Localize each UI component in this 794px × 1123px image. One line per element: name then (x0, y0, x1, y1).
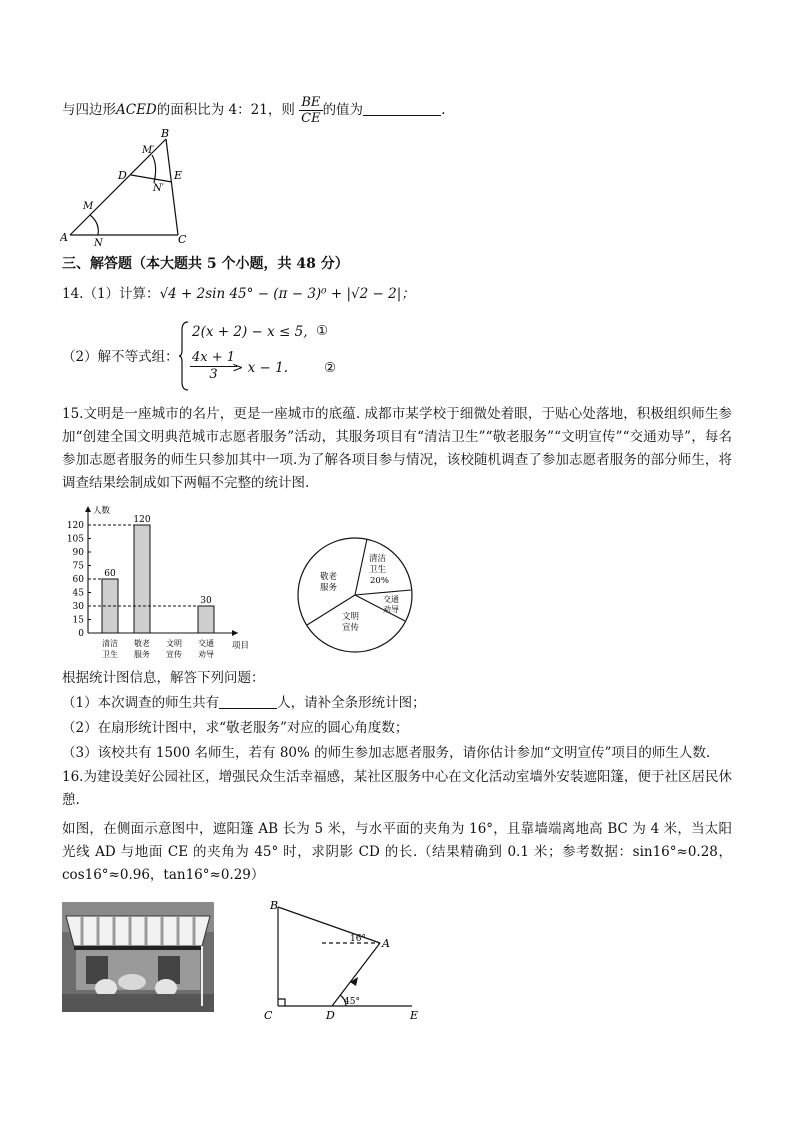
pie-clean-1: 清洁 (369, 554, 387, 564)
label-a: A (60, 231, 68, 244)
fig2-label-c: C (264, 1009, 273, 1022)
q14-part1 (62, 284, 415, 304)
label-m: M (83, 201, 94, 212)
bar-chart (60, 503, 250, 663)
pie-clean-percent: 20% (370, 576, 389, 586)
awning-diagram (262, 895, 432, 1025)
label-n1: N′ (153, 183, 165, 194)
pie-elder-2: 服务 (320, 583, 338, 593)
triangle-figure (60, 125, 200, 247)
pie-traffic-2: 劝导 (383, 605, 399, 614)
y-tick-label: 0 (78, 629, 84, 639)
q15-lead: 根据统计图信息，解答下列问题： (62, 670, 265, 686)
q13-text: 与四边形 (62, 102, 116, 118)
pie-traffic-1: 交通 (383, 595, 399, 604)
q15-sub1: （1）本次调查的师生共有 人，请补全条形统计图； (62, 695, 426, 711)
inequality-1: 2(x + 2) − x ≤ 5, (192, 324, 308, 340)
side-bc (166, 139, 178, 235)
y-tick-label: 45 (72, 588, 84, 599)
frac-bottom: CE (301, 111, 321, 126)
label-d: D (118, 169, 127, 182)
q13-after: 的值为 (322, 102, 364, 118)
section-heading: 三、解答题（本大题共 5 个小题，共 48 分） (62, 256, 349, 272)
y-tick-label: 30 (72, 602, 84, 612)
x-axis-arrow (232, 630, 238, 636)
q14-p2-label: （2）解不等式组： (62, 349, 179, 365)
q15-sub2: （2）在扇形统计图中，求“敬老服务”对应的圆心角度数； (62, 720, 409, 736)
pie-elder-1: 敬老 (320, 572, 338, 582)
q13-fraction (299, 95, 322, 126)
y-tick-label: 60 (72, 575, 84, 585)
y-tick-label: 105 (66, 534, 84, 545)
x-tick-label: 宣传 (166, 650, 182, 659)
x-tick-label: 服务 (134, 650, 150, 659)
fig2-label-a: A (382, 937, 390, 950)
pie-civil-1: 文明 (342, 612, 360, 622)
x-tick-label: 文明 (166, 639, 182, 648)
y-tick-label: 15 (72, 615, 84, 626)
q14-p1-expr: √4 + 2sin 45° − (π − 3)⁰ + |√2 − 2|； (159, 286, 415, 302)
inequality-2-rest: > x − 1. (232, 360, 288, 376)
segment-de (131, 175, 172, 182)
label-b: B (161, 127, 170, 140)
fig2-angle-45: 45° (344, 997, 360, 1007)
frac-top: BE (299, 95, 322, 111)
bar-value-label: 120 (133, 515, 151, 525)
q15-answer-blank[interactable] (219, 694, 277, 709)
q16-body: 如图，在侧面示意图中，遮阳篷 AB 长为 5 米，与水平面的夹角为 16°，且靠墙端离地高 BC 为 4 米，当太阳光线 AD 与地面 CE 的夹角为 45° 时，求阴影 CD 的长.（结果精确到 0.1 米；参考数据：sin16°≈0.28，cos16°≈0.96，tan16°≈0.29） (62, 821, 732, 883)
ineq2-den: 3 (209, 367, 218, 382)
fig2-label-b: B (270, 899, 279, 912)
x-axis-label: 项目 (232, 641, 250, 651)
q14-p1-label: 14.（1）计算： (62, 286, 160, 302)
label-e: E (174, 169, 183, 182)
fig2-label-d: D (326, 1009, 335, 1022)
fig2-label-e: E (410, 1009, 419, 1022)
mark-1: ① (316, 323, 329, 339)
y-axis-arrow (85, 506, 91, 512)
label-m1: M′ (142, 145, 155, 156)
q15-sub3: （3）该校共有 1500 名师生，若有 80% 的师生参加志愿者服务，请你估计参加“文明宣传”项目的师生人数. (62, 745, 711, 761)
y-tick-label: 75 (72, 561, 84, 572)
bar (134, 525, 150, 633)
q15-intro: 15.文明是一座城市的名片，更是一座城市的底蕴. 成都市某学校于细微处着眼，于贴心处落地，积极组织师生参加“创建全国文明典范城市志愿者服务”活动，其服务项目有“清洁卫生”“敬老服务”“文明宣传”“交通劝导”，每名参加志愿者服务的师生只参加其中一项.为了解各项目参与情况，该校随机调查了参加志愿者服务的部分师生，将调查结果绘制成如下两幅不完整的统计图. (62, 406, 732, 491)
ineq2-num: 4x + 1 (192, 350, 236, 365)
q13-ratio: 的面积比为 4：21，则 (156, 102, 295, 118)
pie-clean-2: 卫生 (369, 565, 387, 575)
y-tick-label: 120 (66, 521, 84, 531)
bar-value-label: 60 (104, 569, 116, 579)
bar-value-label: 30 (200, 596, 212, 606)
sunray-arrow (350, 977, 358, 986)
arc-mn (90, 215, 98, 235)
inequality-2-fraction (190, 350, 237, 383)
label-n: N (94, 238, 103, 247)
q13-answer-blank[interactable] (363, 101, 441, 116)
awning-photo (62, 902, 214, 1012)
mark-2: ② (324, 360, 337, 376)
y-axis-label: 人数 (93, 506, 111, 516)
fig2-angle-16: 16° (350, 934, 366, 944)
q13-quad: ACED (116, 102, 157, 118)
x-tick-label: 卫生 (102, 650, 118, 659)
x-tick-label: 清洁 (102, 639, 118, 648)
y-tick-label: 90 (72, 548, 84, 558)
x-tick-label: 敬老 (134, 639, 150, 648)
system-brace (178, 320, 190, 392)
q13-line: 与四边形ACED的面积比为 4：21，则 $\frac{BE}{CE}$ 的值为 . (62, 95, 446, 126)
q16-intro: 16.为建设美好公园社区，增强民众生活幸福感，某社区服务中心在文化活动室墙外安装遮阳篷，便于社区居民休憩. (62, 769, 732, 808)
pie-chart (295, 535, 415, 655)
x-tick-label: 交通 (198, 639, 214, 648)
right-angle-mark (278, 999, 285, 1006)
label-c: C (178, 233, 187, 246)
x-tick-label: 劝导 (198, 650, 214, 659)
bar (198, 606, 214, 633)
pie-civil-2: 宣传 (342, 623, 360, 633)
